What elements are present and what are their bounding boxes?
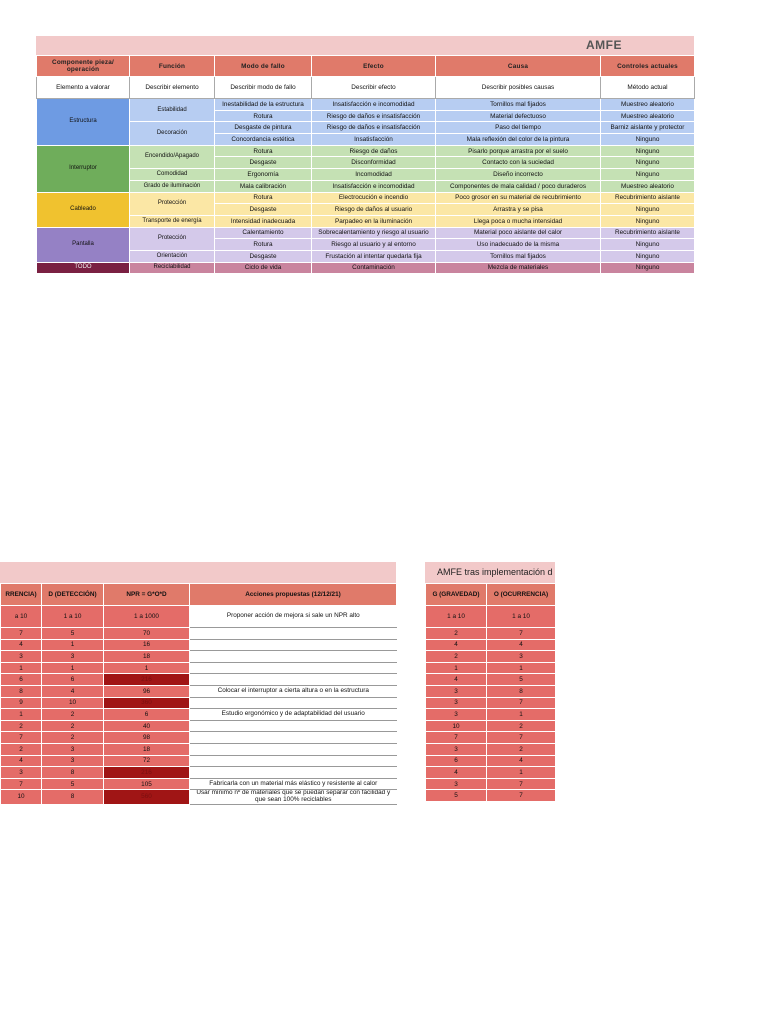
table-cell: Riesgo de daños [312, 145, 436, 157]
detection-cell: 4 [42, 685, 104, 697]
npr-cell: 18 [104, 651, 190, 663]
gravity-cell: 3 [426, 697, 487, 709]
table-cell: Contaminación [312, 262, 436, 274]
npr-cell: 40 [104, 720, 190, 732]
function-cell: Comodidad [130, 169, 215, 181]
occurrence-cell: 7 [487, 732, 556, 744]
after-row [426, 767, 556, 779]
gravity-cell: 4 [426, 767, 487, 779]
npr-cell: 18 [104, 743, 190, 755]
table-cell: Ninguno [601, 169, 695, 181]
detection-cell: 3 [42, 651, 104, 663]
table-cell: Mala reflexión del color de la pintura [436, 134, 601, 146]
header-cell: G (GRAVEDAD) [426, 584, 487, 606]
table-cell: Describir elemento [130, 77, 215, 99]
table-cell: Ninguno [601, 239, 695, 251]
header-cell: Componente pieza/ operación [37, 56, 130, 77]
table-cell: Ninguno [601, 204, 695, 216]
table-cell: Describir posibles causas [436, 77, 601, 99]
table-cell: a 10 [1, 606, 42, 628]
npr-header-row [1, 584, 397, 606]
action-cell [190, 755, 397, 767]
occurrence-cell: 10 [1, 790, 42, 804]
table-cell: Disconformidad [312, 157, 436, 169]
detection-cell: 2 [42, 709, 104, 721]
occurrence-cell: 2 [1, 743, 42, 755]
table-cell: Riesgo de daños al usuario [312, 204, 436, 216]
component-cell: Pantalla [37, 227, 130, 262]
function-cell: Decoración [130, 122, 215, 145]
gravity-cell: 2 [426, 628, 487, 640]
amfe-row [37, 99, 695, 111]
amfe-row [37, 262, 695, 274]
npr-row [1, 639, 397, 651]
occurrence-cell: 7 [487, 790, 556, 802]
amfe-row [37, 145, 695, 157]
table-cell: Método actual [601, 77, 695, 99]
npr-cell: 16 [104, 639, 190, 651]
action-cell: Usar mínimo nº de materiales que se puedan separar con facilidad y que sean 100% reciclables [190, 790, 397, 804]
table-cell: Ninguno [601, 134, 695, 146]
npr-cell: 560 [104, 790, 190, 804]
function-cell: Estabilidad [130, 99, 215, 122]
npr-table [0, 562, 396, 805]
after-row [426, 628, 556, 640]
table-cell: Riesgo de daños e insatisfacción [312, 122, 436, 134]
table-cell: Componentes de mala calidad / poco duraderos [436, 180, 601, 192]
table-cell: Arrastra y se pisa [436, 204, 601, 216]
gravity-cell: 7 [426, 732, 487, 744]
after-row [426, 651, 556, 663]
table-cell: Inestabilidad de la estructura [215, 99, 312, 111]
action-cell [190, 743, 397, 755]
occurrence-cell: 7 [1, 732, 42, 744]
action-cell [190, 697, 397, 709]
table-cell: 1 a 10 [487, 606, 556, 628]
table-cell: Rotura [215, 110, 312, 122]
table-cell: Ninguno [601, 215, 695, 227]
gravity-cell: 3 [426, 778, 487, 790]
npr-cell: 216 [104, 767, 190, 779]
gravity-cell: 10 [426, 720, 487, 732]
occurrence-cell: 7 [487, 697, 556, 709]
gravity-cell: 1 [426, 662, 487, 674]
detection-cell: 5 [42, 778, 104, 790]
npr-cell: 216 [104, 674, 190, 686]
after-row [426, 685, 556, 697]
gravity-cell: 2 [426, 651, 487, 663]
table-cell: Riesgo de daños e insatisfacción [312, 110, 436, 122]
gravity-cell: 5 [426, 790, 487, 802]
table-cell: 1 a 1000 [104, 606, 190, 628]
npr-cell: 360 [104, 697, 190, 709]
amfe-after-title: AMFE tras implementación d [425, 562, 555, 583]
table-cell: Tornillos mal fijados [436, 250, 601, 262]
table-cell: Insatisfacción [312, 134, 436, 146]
table-cell: Paso del tiempo [436, 122, 601, 134]
table-cell: Proponer acción de mejora si sale un NPR alto [190, 606, 397, 628]
after-row [426, 697, 556, 709]
occurrence-cell: 3 [487, 651, 556, 663]
table-cell: Llega poca o mucha intensidad [436, 215, 601, 227]
occurrence-cell: 7 [487, 628, 556, 640]
gravity-cell: 3 [426, 743, 487, 755]
table-cell: Muestreo aleatorio [601, 99, 695, 111]
table-cell: Ciclo de vida [215, 262, 312, 274]
table-cell: Riesgo al usuario y al entorno [312, 239, 436, 251]
amfe-grid [36, 55, 695, 274]
npr-row [1, 790, 397, 804]
detection-cell: 2 [42, 732, 104, 744]
detection-cell: 1 [42, 662, 104, 674]
action-cell [190, 732, 397, 744]
component-cell: Estructura [37, 99, 130, 146]
detection-cell: 5 [42, 628, 104, 640]
action-cell [190, 662, 397, 674]
action-cell [190, 767, 397, 779]
component-cell: TODO [37, 262, 130, 274]
after-row [426, 674, 556, 686]
detection-cell: 10 [42, 697, 104, 709]
table-cell: Muestreo aleatorio [601, 180, 695, 192]
header-cell: Acciones propuestas (12/12/21) [190, 584, 397, 606]
gravity-cell: 4 [426, 639, 487, 651]
npr-row [1, 743, 397, 755]
table-cell: Uso inadecuado de la misma [436, 239, 601, 251]
after-row [426, 720, 556, 732]
occurrence-cell: 7 [1, 778, 42, 790]
occurrence-cell: 4 [487, 755, 556, 767]
occurrence-cell: 2 [487, 743, 556, 755]
npr-row [1, 767, 397, 779]
table-cell: Describir efecto [312, 77, 436, 99]
table-cell: Muestreo aleatorio [601, 110, 695, 122]
action-cell [190, 720, 397, 732]
function-cell: Encendido/Apagado [130, 145, 215, 168]
amfe-header-row [37, 56, 695, 77]
table-cell: Material defectuoso [436, 110, 601, 122]
action-cell [190, 628, 397, 640]
amfe-after-table [425, 562, 555, 802]
table-cell: Poco grosor en su material de recubrimiento [436, 192, 601, 204]
gravity-cell: 3 [426, 709, 487, 721]
header-cell: Función [130, 56, 215, 77]
occurrence-cell: 4 [1, 639, 42, 651]
table-cell: Desgaste [215, 250, 312, 262]
occurrence-cell: 5 [487, 674, 556, 686]
table-cell: 1 a 10 [426, 606, 487, 628]
after-row [426, 755, 556, 767]
npr-cell: 98 [104, 732, 190, 744]
gravity-cell: 4 [426, 674, 487, 686]
amfe-row [37, 122, 695, 134]
detection-cell: 8 [42, 767, 104, 779]
npr-row [1, 755, 397, 767]
npr-grid [0, 583, 397, 805]
occurrence-cell: 2 [487, 720, 556, 732]
action-cell: Colocar el interruptor a cierta altura o en la estructura [190, 685, 397, 697]
occurrence-cell: 4 [487, 639, 556, 651]
occurrence-cell: 7 [487, 778, 556, 790]
occurrence-cell: 1 [487, 709, 556, 721]
amfe-row [37, 215, 695, 227]
after-row [426, 709, 556, 721]
occurrence-cell: 1 [1, 662, 42, 674]
table-cell: Rotura [215, 192, 312, 204]
table-cell: Intensidad inadecuada [215, 215, 312, 227]
header-cell: Causa [436, 56, 601, 77]
detection-cell: 8 [42, 790, 104, 804]
after-row [426, 743, 556, 755]
npr-cell: 70 [104, 628, 190, 640]
occurrence-cell: 3 [1, 651, 42, 663]
npr-row [1, 651, 397, 663]
header-cell: NPR = G*O*D [104, 584, 190, 606]
npr-row [1, 709, 397, 721]
npr-cell: 1 [104, 662, 190, 674]
after-row [426, 778, 556, 790]
table-cell: Barniz aislante y protector [601, 122, 695, 134]
table-cell: Parpadeo en la iluminación [312, 215, 436, 227]
table-cell: Mezcla de materiales [436, 262, 601, 274]
detection-cell: 6 [42, 674, 104, 686]
table-cell: Ergonomía [215, 169, 312, 181]
npr-row [1, 628, 397, 640]
table-cell: Desgaste [215, 157, 312, 169]
table-cell: Recubrimiento aislante [601, 192, 695, 204]
gravity-cell: 3 [426, 685, 487, 697]
table-cell: Diseño incorrecto [436, 169, 601, 181]
npr-cell: 6 [104, 709, 190, 721]
table-cell: 1 a 10 [42, 606, 104, 628]
function-cell: Protección [130, 227, 215, 250]
function-cell: Orientación [130, 250, 215, 262]
function-cell: Protección [130, 192, 215, 215]
function-cell: Reciclabilidad [130, 262, 215, 274]
occurrence-cell: 8 [1, 685, 42, 697]
npr-cell: 105 [104, 778, 190, 790]
occurrence-cell: 4 [1, 755, 42, 767]
table-cell: Tornillos mal fijados [436, 99, 601, 111]
action-cell [190, 651, 397, 663]
amfe-row [37, 180, 695, 192]
detection-cell: 2 [42, 720, 104, 732]
occurrence-cell: 9 [1, 697, 42, 709]
occurrence-cell: 3 [1, 767, 42, 779]
table-cell: Rotura [215, 239, 312, 251]
table-cell: Ninguno [601, 157, 695, 169]
after-range-row [426, 606, 556, 628]
occurrence-cell: 1 [1, 709, 42, 721]
detection-cell: 3 [42, 755, 104, 767]
action-cell [190, 639, 397, 651]
after-row [426, 639, 556, 651]
npr-cell: 96 [104, 685, 190, 697]
header-cell: O (OCURRENCIA) [487, 584, 556, 606]
npr-cell: 72 [104, 755, 190, 767]
after-header-row [426, 584, 556, 606]
table-cell: Ninguno [601, 262, 695, 274]
gravity-cell: 6 [426, 755, 487, 767]
table-cell: Elemento a valorar [37, 77, 130, 99]
table-cell: Mala calibración [215, 180, 312, 192]
amfe-title: AMFE [586, 38, 622, 52]
npr-range-row [1, 606, 397, 628]
amfe-example-row [37, 77, 695, 99]
detection-cell: 1 [42, 639, 104, 651]
occurrence-cell: 1 [487, 767, 556, 779]
table-cell: Insatisfacción e incomodidad [312, 99, 436, 111]
table-cell: Material poco aislante del calor [436, 227, 601, 239]
amfe-row [37, 192, 695, 204]
header-cell: Efecto [312, 56, 436, 77]
amfe-table [36, 36, 694, 274]
amfe-after-grid [425, 583, 556, 802]
after-row [426, 662, 556, 674]
amfe-row [37, 250, 695, 262]
npr-row [1, 674, 397, 686]
action-cell: Fabricarla con un material más elástico y resistente al calor [190, 778, 397, 790]
header-cell: Controles actuales [601, 56, 695, 77]
action-cell: Estudio ergonómico y de adaptabilidad del usuario [190, 709, 397, 721]
table-cell: Pisarlo porque arrastra por el suelo [436, 145, 601, 157]
table-cell: Electrocución e incendio [312, 192, 436, 204]
npr-title-band [0, 562, 396, 583]
table-cell: Frustación al intentar quedarla fija [312, 250, 436, 262]
table-cell: Calentamiento [215, 227, 312, 239]
header-cell: D (DETECCIÓN) [42, 584, 104, 606]
function-cell: Transporte de energía [130, 215, 215, 227]
function-cell: Grado de iluminación [130, 180, 215, 192]
occurrence-cell: 7 [1, 628, 42, 640]
table-cell: Sobrecalentamiento y riesgo al usuario [312, 227, 436, 239]
table-cell: Desgaste de pintura [215, 122, 312, 134]
occurrence-cell: 1 [487, 662, 556, 674]
npr-row [1, 778, 397, 790]
amfe-row [37, 227, 695, 239]
table-cell: Ninguno [601, 250, 695, 262]
npr-row [1, 720, 397, 732]
table-cell: Ninguno [601, 145, 695, 157]
amfe-row [37, 169, 695, 181]
occurrence-cell: 8 [487, 685, 556, 697]
amfe-title-bar [36, 36, 694, 55]
component-cell: Cableado [37, 192, 130, 227]
header-cell: RRENCIA) [1, 584, 42, 606]
occurrence-cell: 2 [1, 720, 42, 732]
header-cell: Modo de fallo [215, 56, 312, 77]
table-cell: Desgaste [215, 204, 312, 216]
npr-row [1, 685, 397, 697]
table-cell: Contacto con la suciedad [436, 157, 601, 169]
after-row [426, 790, 556, 802]
action-cell [190, 674, 397, 686]
table-cell: Recubrimiento aislante [601, 227, 695, 239]
npr-row [1, 732, 397, 744]
table-cell: Incomodidad [312, 169, 436, 181]
after-row [426, 732, 556, 744]
detection-cell: 3 [42, 743, 104, 755]
npr-row [1, 662, 397, 674]
table-cell: Insatisfacción e incomodidad [312, 180, 436, 192]
table-cell: Describir modo de fallo [215, 77, 312, 99]
component-cell: Interruptor [37, 145, 130, 192]
table-cell: Rotura [215, 145, 312, 157]
table-cell: Concordancia estética [215, 134, 312, 146]
npr-row [1, 697, 397, 709]
occurrence-cell: 6 [1, 674, 42, 686]
